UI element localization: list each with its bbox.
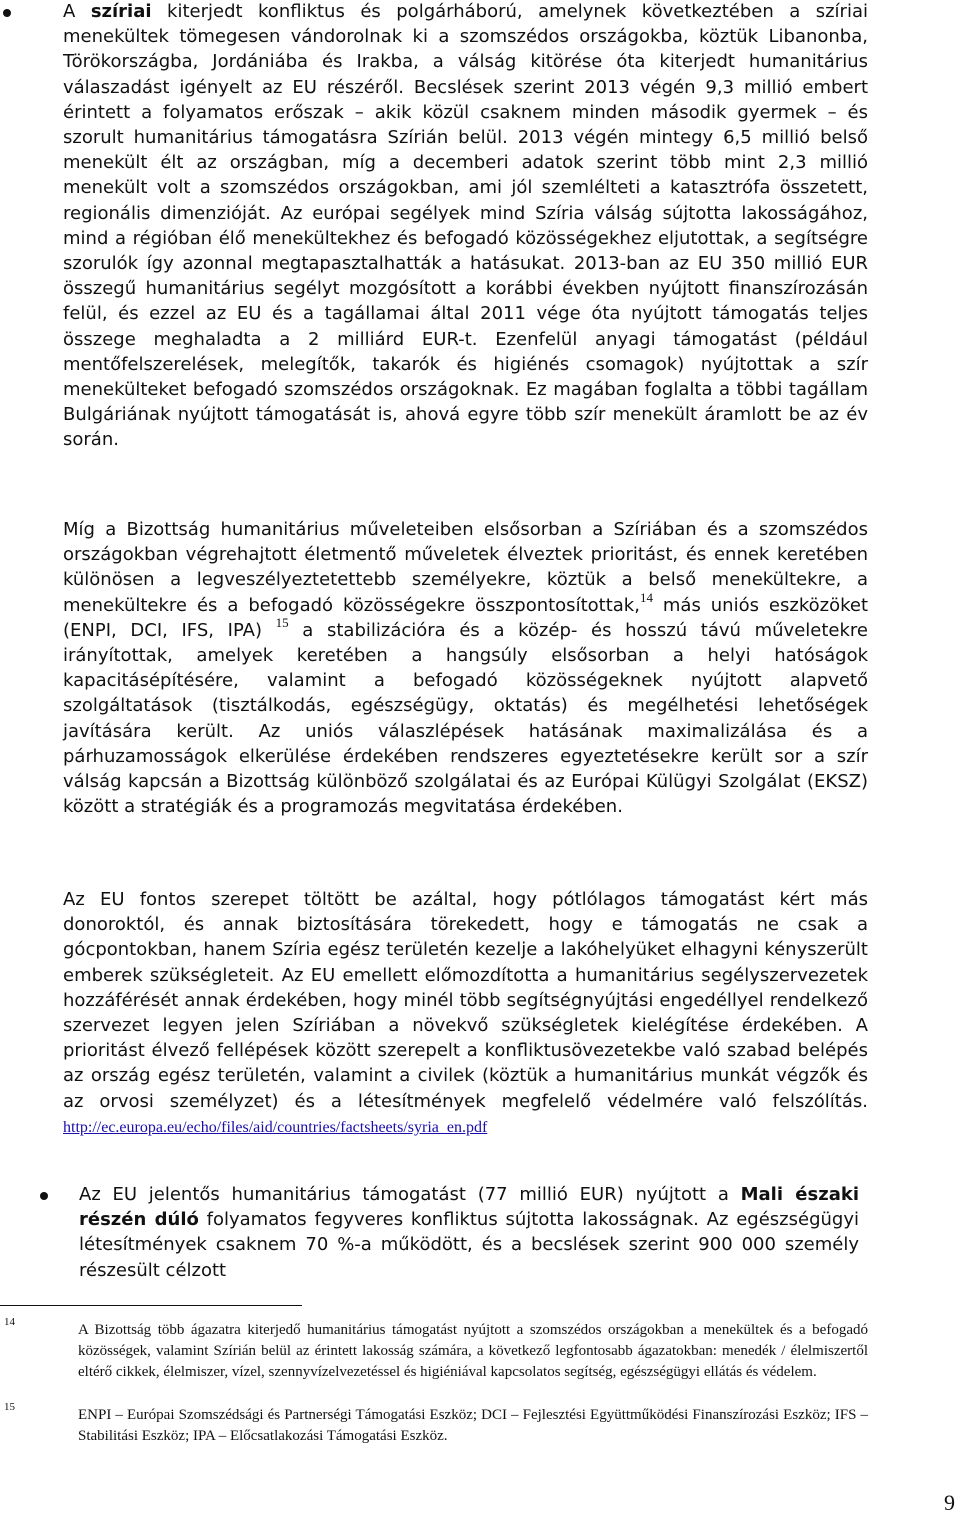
paragraph-eu-role	[63, 887, 868, 1140]
text: A	[63, 1, 91, 22]
text: a stabilizációra és a közép- és hosszú távú műveletekre irányítottak, amelyek keretében a hangsúly elsősorban a helyi hatóságok kapacitásépítésére, valamint a befogadó közösségeknek nyújtott alapvető szolgáltatások (tisztálkodás, egészségügy, oktatás) és megélhetési lehetőségek javítására került. Az uniós válaszlépések hatásának maximalizálása és a párhuzamosságok elkerülése érdekében rendszeres egyeztetésekre került sor a szír válság kapcsán a Bizottság különböző szolgálatai és az Európai Külügyi Szolgálat (EKSZ) között a stratégiák és a programozás megvitatása érdekében.	[63, 619, 868, 818]
text: más uniós eszközöket (ENPI, DCI, IFS, IPA)	[63, 594, 868, 641]
bullet-marker-1	[3, 9, 11, 17]
text: Az EU fontos szerepet töltött be azáltal, hogy pótlólagos támogatást kért más donoroktól, és annak biztosítására törekedett, hogy e támogatás ne csak a gócpontokban, hanem Szíria egész területén kezelje a lakóhelyüket elhagyni kényszerült emberek szükségleteit. Az EU emellett előmozdította a humanitárius segélyszervezetek hozzáférését annak érdekében, hogy minél több segítségnyújtási engedéllyel rendelkező szervezet legyen jelen Szíriában a növekvő szükségletek kielégítése érdekében. A prioritást élvező fellépések között szerepelt a konfliktusövezetekbe való szabad belépés az ország egész területén, valamint a civilek (köztük a humanitárius munkát végzők és az orvosi személyzet) és a létesítmények megfelelő védelmére való felszólítás.	[63, 889, 868, 1112]
footnote-14-text: A Bizottság több ágazatra kiterjedő humanitárius támogatást nyújtott a szomszédos országokban a menekültek és a befogadó közösségek, valamint Szírián belül az érintett lakosság számára, a következő legfontosabb ágazatokban: menedék / élelmiszertől eltérő cikkek, élelmiszer, vízel, szennyvízelvezetéssel és higiéniával kapcsolatos segítség, egészségügyi ellátás és védelem.	[78, 1322, 868, 1380]
text: Az EU jelentős humanitárius támogatást (77 millió EUR) nyújtott a	[79, 1184, 741, 1205]
footnote-15-text: ENPI – Európai Szomszédsági és Partnerségi Támogatási Eszköz; DCI – Fejlesztési Együttműködési Finanszírozási Eszköz; IFS – Stabilitási Eszköz; IPA – Előcsatlakozási Támogatási Eszköz.	[78, 1407, 868, 1444]
bold-syria: szíriai	[90, 1, 152, 22]
footnote-ref-15[interactable]: 15	[275, 614, 289, 630]
echo-factsheet-link[interactable]: http://ec.europa.eu/echo/files/aid/countries/factsheets/syria_en.pdf	[63, 1118, 488, 1136]
text: Míg a Bizottság humanitárius műveleteiben elsősorban a Szíriában és a szomszédos országokban végrehajtott életmentő műveletek élveztek prioritást, és ennek keretében különösen a legveszélyeztetettebb személyekre, köztük a belső menekültekre, a menekültekre és a befogadó közösségekre összpontosítottak,	[63, 519, 868, 616]
text: kiterjedt konfliktus és polgárháború, amelynek következtében a szíriai menekültek tömegesen vándorolnak ki a szomszédos országokba, köztük Libanonba, Törökországba, Jordániába és Irakba, a válság kitörése óta kiterjedt humanitárius válaszadást igényelt az EU részéről. Becslések szerint 2013 végén 9,3 millió embert érintett a folyamatos erőszak – akik közül csaknem minden második gyermek – és szorult humanitárius támogatásra Szírián belül. 2013 végén mintegy 6,5 millió belső menekült élt az országban, míg a decemberi adatok szerint több mint 2,3 millió menekült volt a szomszédos országokban, ami jól szemlélteti a katasztrófa összetett, regionális dimenzióját. Az európai segélyek mind Szíria válság sújtotta lakosságához, mind a régióban élő menekültekhez és befogadó közösségekhez eljutottak, a segítségre szorulók így azonnal megtapasztalhatták a hatásukat. 2013-ban az EU 350 millió EUR összegű humanitárius segélyt mozgósított a korábbi években nyújtott finanszírozásán felül, és ezzel az EU és a tagállamai által 2011 vége óta nyújtott támogatás teljes összege meghaladta a 2 milliárd EUR-t. Ezenfelül anyagi támogatást (például mentőfelszerelések, melegítők, takarók és higiénés csomagok) nyújtottak a szír menekülteket befogadó szomszédos országoknak. Ez magában foglalta a többi tagállam Bulgáriának nyújtott támogatását is, ahová egyre több szír menekült áramlott be az év során.	[63, 1, 868, 451]
bullet-marker-2	[40, 1192, 48, 1200]
footnote-ref-14[interactable]: 14	[639, 589, 653, 605]
paragraph-mali	[79, 1182, 859, 1283]
bold-mali: Mali északi részén dúló	[79, 1184, 859, 1231]
paragraph-commission-operations	[63, 517, 868, 819]
footnote-number-15: 15	[4, 1401, 15, 1413]
footnote-number-14: 14	[4, 1316, 15, 1328]
paragraph-syria-crisis	[63, 0, 868, 453]
text: folyamatos fegyveres konfliktus sújtotta lakosságnak. Az egészségügyi létesítmények csaknem 70 %-a működött, és a becslések szerint 900 000 személy részesült célzott	[79, 1209, 859, 1281]
page-number: 9	[944, 1490, 955, 1515]
footnote-separator	[0, 1305, 302, 1306]
